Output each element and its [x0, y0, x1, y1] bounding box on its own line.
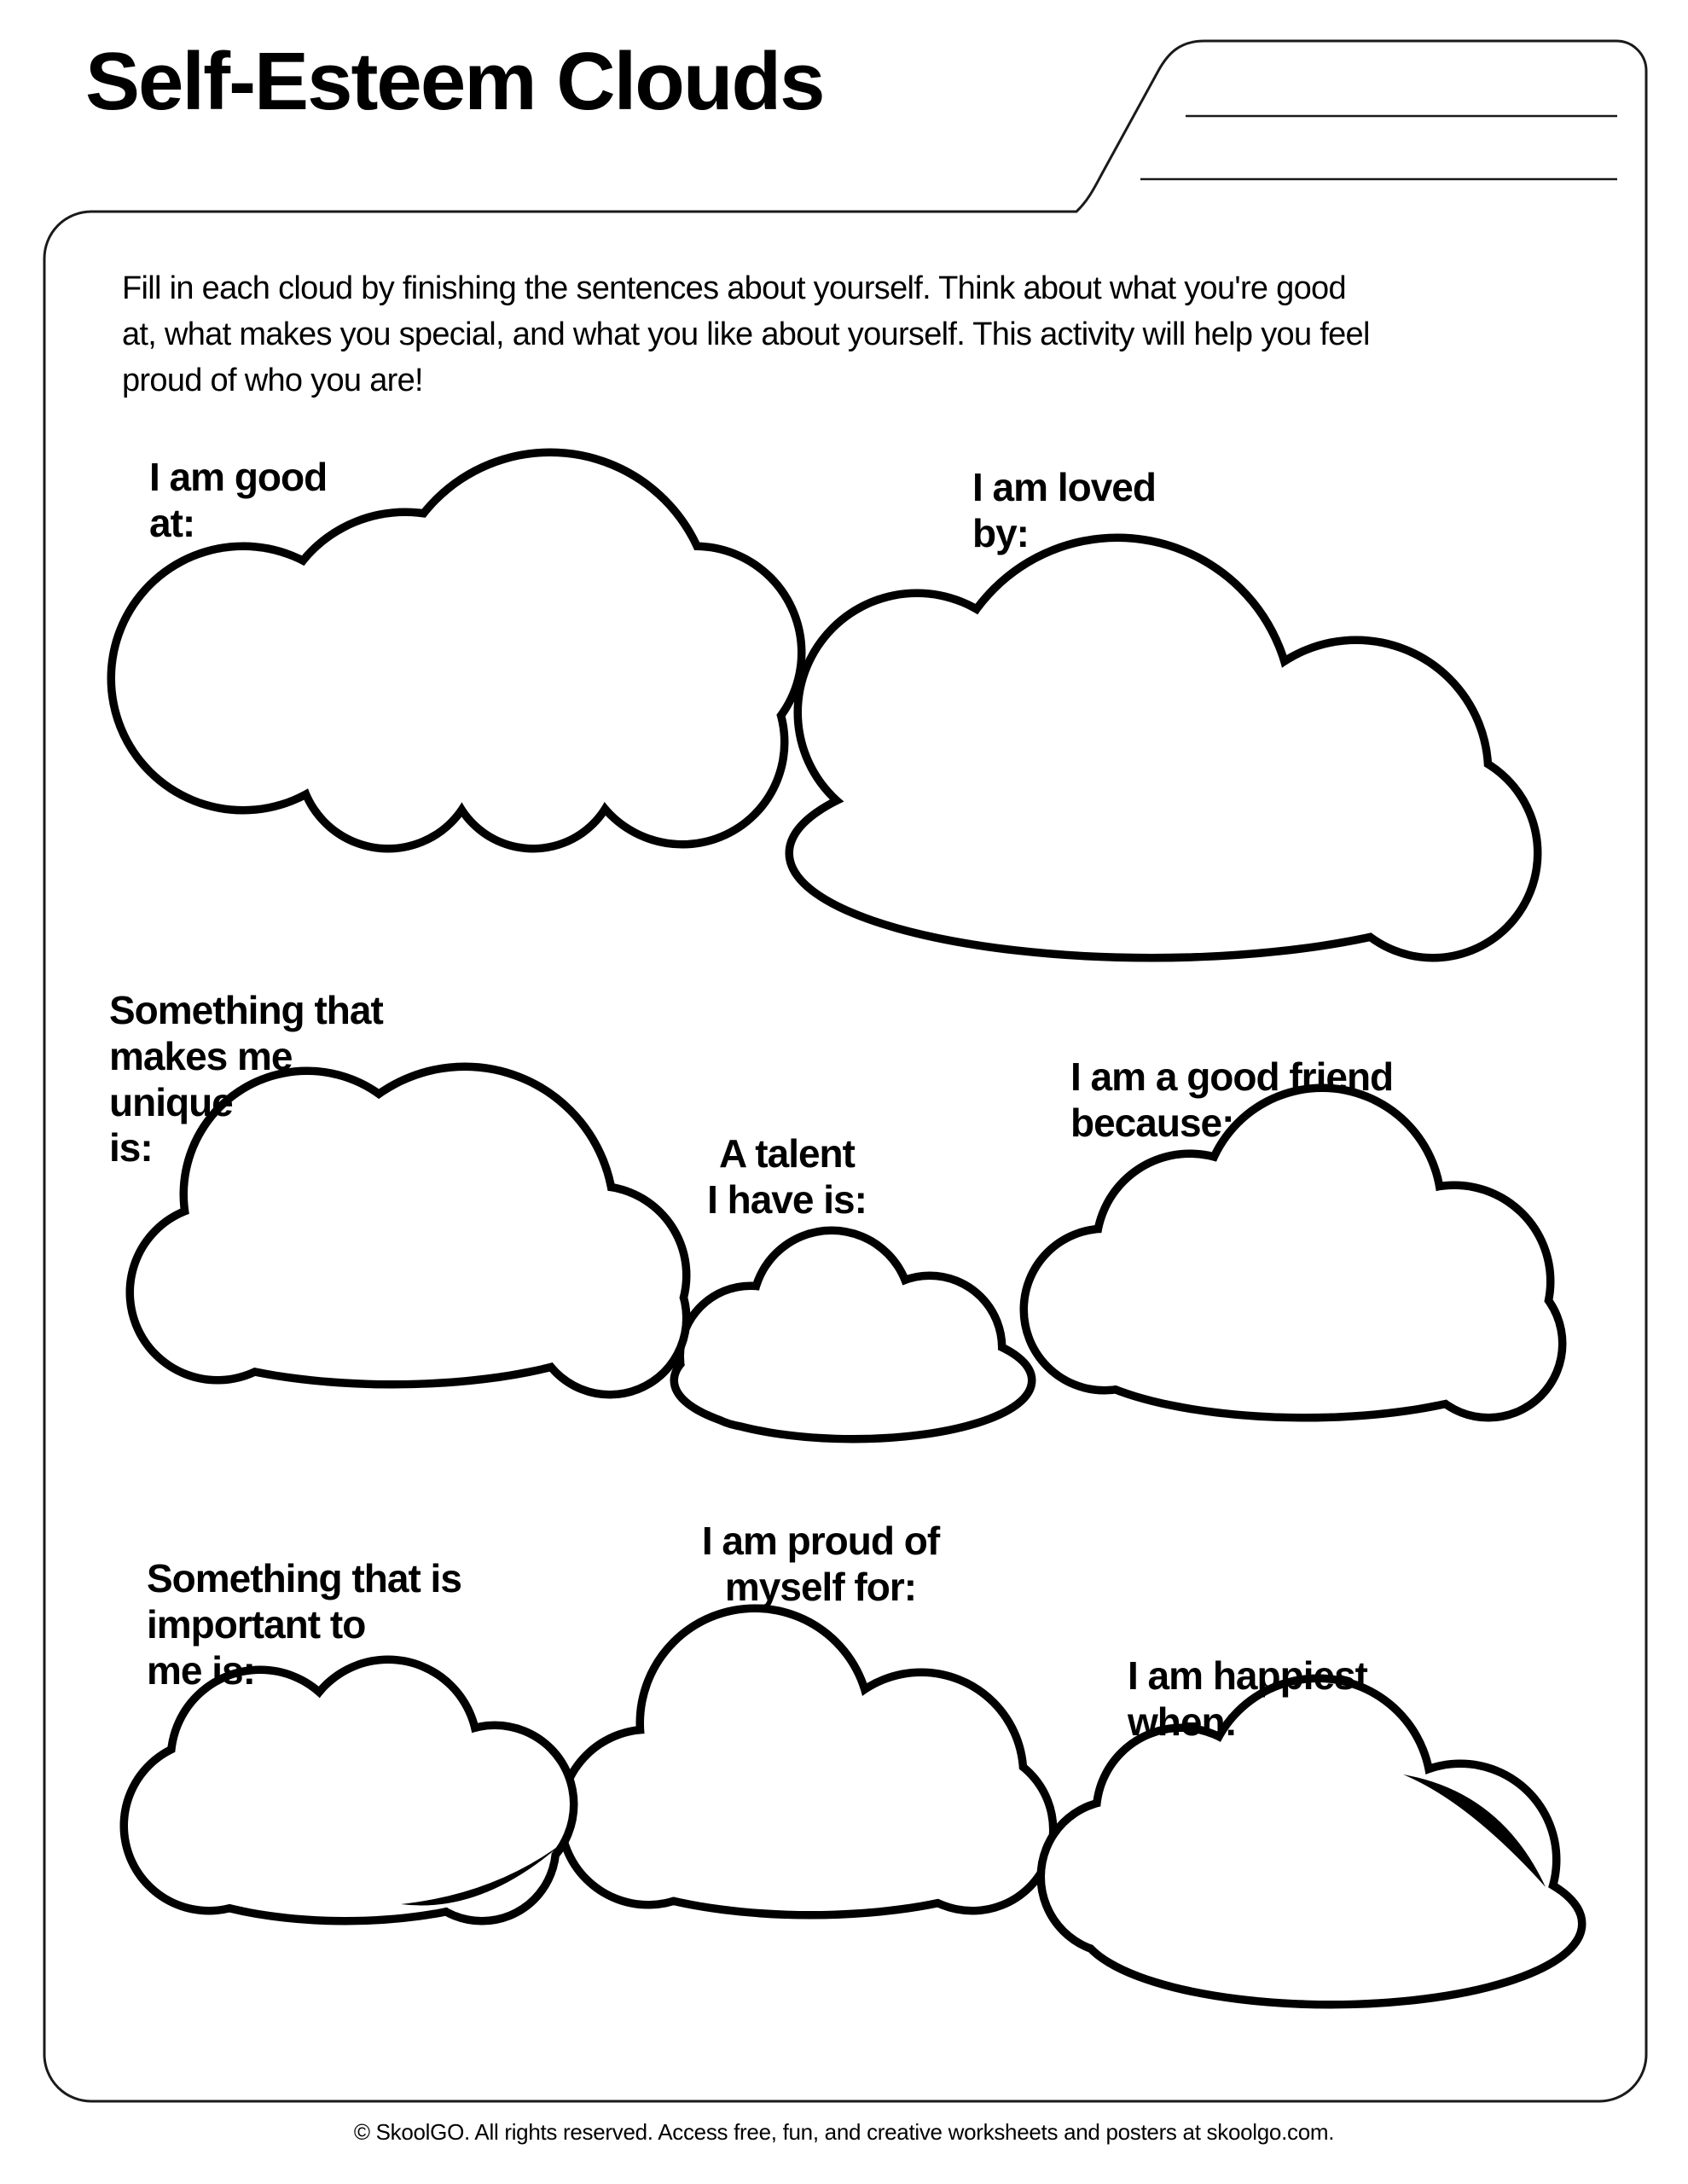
label-line: when:: [1128, 1699, 1237, 1744]
instructions-line: at, what makes you special, and what you like about yourself. This activity will help you feel: [122, 316, 1370, 352]
cloud-label-proud: [650, 1519, 991, 1611]
label-line: makes me: [109, 1033, 293, 1078]
label-line: unique: [109, 1079, 233, 1124]
label-line: I have is:: [707, 1176, 867, 1222]
label-line: by:: [972, 510, 1029, 555]
label-line: Something that: [109, 988, 383, 1032]
instructions-text: [122, 266, 1370, 404]
label-line: myself for:: [724, 1564, 917, 1609]
label-line: because:: [1070, 1100, 1234, 1145]
label-line: I am good: [149, 455, 328, 499]
label-line: I am proud of: [701, 1519, 940, 1563]
cloud-important: [128, 1664, 570, 1917]
instructions-line: Fill in each cloud by finishing the sentences about yourself. Think about what you're good: [122, 270, 1346, 306]
instructions-line: proud of who you are!: [122, 362, 423, 398]
label-line: at:: [149, 500, 195, 545]
label-line: is:: [109, 1125, 153, 1170]
page-title: Self-Esteem Clouds: [85, 36, 824, 127]
cloud-proud: [565, 1612, 1049, 1911]
cloud-loved-by: [793, 542, 1534, 954]
cloud-label-talent: [674, 1131, 900, 1223]
cloud-talent: [678, 1234, 1028, 1435]
cloud-label-unique: [109, 988, 383, 1171]
label-line: I am a good friend: [1070, 1054, 1394, 1099]
cloud-label-important: [147, 1556, 461, 1693]
label-line: Something that is: [147, 1556, 461, 1600]
footer-copyright: © SkoolGO. All rights reserved. Access free, fun, and creative worksheets and posters at skoolgo.com.: [353, 2119, 1335, 2145]
label-line: A talent: [719, 1131, 855, 1176]
label-line: me is:: [147, 1647, 255, 1693]
cloud-label-loved-by: [972, 465, 1156, 557]
cloud-label-happiest: [1128, 1653, 1367, 1745]
label-line: I am happiest: [1128, 1653, 1367, 1698]
label-line: important to: [147, 1601, 366, 1647]
cloud-label-good-at: [149, 455, 327, 547]
cloud-label-good-friend: [1070, 1054, 1393, 1147]
label-line: I am loved: [972, 465, 1156, 509]
